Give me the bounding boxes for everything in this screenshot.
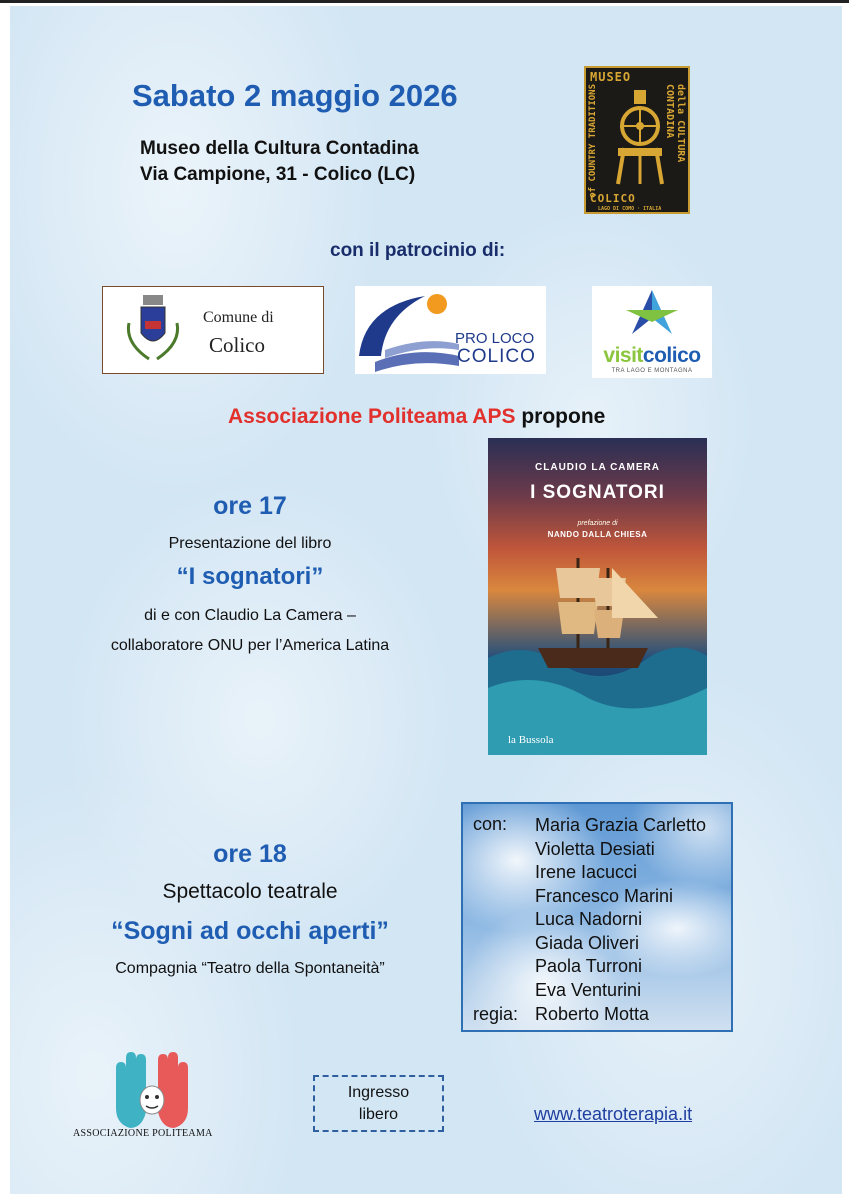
- museo-logo-bottom: COLICO: [590, 192, 636, 205]
- cast-member: Eva Venturini: [535, 979, 642, 1000]
- book-event-line1: Presentazione del libro: [168, 535, 332, 552]
- book-author: CLAUDIO LA CAMERA: [535, 462, 660, 473]
- cast-member: Violetta Desiati: [535, 838, 655, 859]
- colico-text: colico: [642, 344, 701, 367]
- cast-member: Francesco Marini: [535, 885, 674, 906]
- book-event-line3: collaboratore ONU per l’America Latina: [110, 637, 390, 654]
- free-entry-line1: Ingresso: [347, 1084, 410, 1101]
- proloco-swoosh-icon: [355, 286, 465, 374]
- show-company: Compagnia “Teatro della Spontaneità”: [115, 960, 385, 977]
- website-link[interactable]: www.teatroterapia.it: [534, 1104, 693, 1124]
- museo-logo-top: MUSEO: [590, 70, 632, 84]
- cast-box: [461, 802, 733, 1032]
- proloco-name: COLICO: [457, 346, 536, 367]
- cast-member: Maria Grazia Carletto: [535, 815, 707, 835]
- show-event-line1: Spettacolo teatrale: [162, 880, 338, 903]
- cast-member: Luca Nadorni: [535, 909, 643, 929]
- sailing-ship-illustration: [488, 538, 707, 755]
- comune-colico-logo: [102, 286, 324, 374]
- book-cover-title: I SOGNATORI: [530, 482, 665, 503]
- cast-member: Irene Iacucci: [535, 862, 638, 882]
- visitcolico-wordmark: [592, 344, 712, 368]
- show-title: “Sogni ad occhi aperti”: [111, 917, 389, 945]
- cast-member: Paola Turroni: [535, 956, 643, 976]
- museo-logo-right: della CULTURA CONTADINA: [664, 84, 686, 163]
- cast-list: [535, 814, 706, 1002]
- visitcolico-star-icon: [622, 288, 682, 342]
- book-event-time: ore 17: [213, 492, 287, 520]
- book-title: “I sognatori”: [176, 563, 324, 590]
- cast-label: con:: [473, 814, 508, 834]
- museo-logo: [584, 66, 690, 214]
- director-label: regia:: [473, 1004, 519, 1024]
- comune-name: Colico: [209, 333, 265, 357]
- politeama-logo-text: ASSOCIAZIONE POLITEAMA: [73, 1128, 213, 1139]
- venue-name: Museo della Cultura Contadina: [140, 138, 419, 159]
- presenter-line: [228, 405, 605, 429]
- visitcolico-tagline: TRA LAGO E MONTAGNA: [611, 368, 693, 374]
- comune-label: Comune di: [203, 309, 274, 326]
- cast-member: Giada Oliveri: [535, 932, 640, 953]
- book-preface-author: NANDO DALLA CHIESA: [547, 530, 648, 539]
- show-event-time: ore 18: [213, 840, 287, 868]
- venue-address: Via Campione, 31 - Colico (LC): [140, 164, 416, 185]
- venue-block: [140, 136, 419, 188]
- proloco-label: PRO LOCO: [455, 330, 535, 347]
- museo-logo-small: LAGO DI COMO · ITALIA: [598, 206, 662, 212]
- proloco-colico-logo: [355, 286, 546, 374]
- museo-logo-left: of COUNTRY TRADITIONS: [588, 84, 598, 198]
- book-preface-label: prefazione di: [577, 520, 618, 527]
- patronage-label: con il patrocinio di:: [330, 240, 506, 261]
- free-entry-line2: libero: [358, 1106, 399, 1123]
- presenter-org: Associazione Politeama APS: [228, 405, 516, 428]
- presenter-verb: propone: [521, 405, 606, 428]
- free-entry-box: [313, 1075, 444, 1132]
- director-name: Roberto Motta: [535, 1004, 650, 1024]
- book-cover: [488, 438, 707, 755]
- politeama-hands-icon: [112, 1052, 192, 1132]
- book-publisher: la Bussola: [508, 734, 554, 746]
- spinning-wheel-icon: [610, 88, 666, 188]
- event-date: Sabato 2 maggio 2026: [132, 78, 458, 113]
- book-event-line2: di e con Claudio La Camera –: [144, 607, 356, 624]
- visitcolico-logo: [592, 286, 712, 378]
- coat-of-arms-icon: [119, 293, 187, 369]
- visit-text: visit: [603, 344, 643, 367]
- top-border: [0, 0, 849, 3]
